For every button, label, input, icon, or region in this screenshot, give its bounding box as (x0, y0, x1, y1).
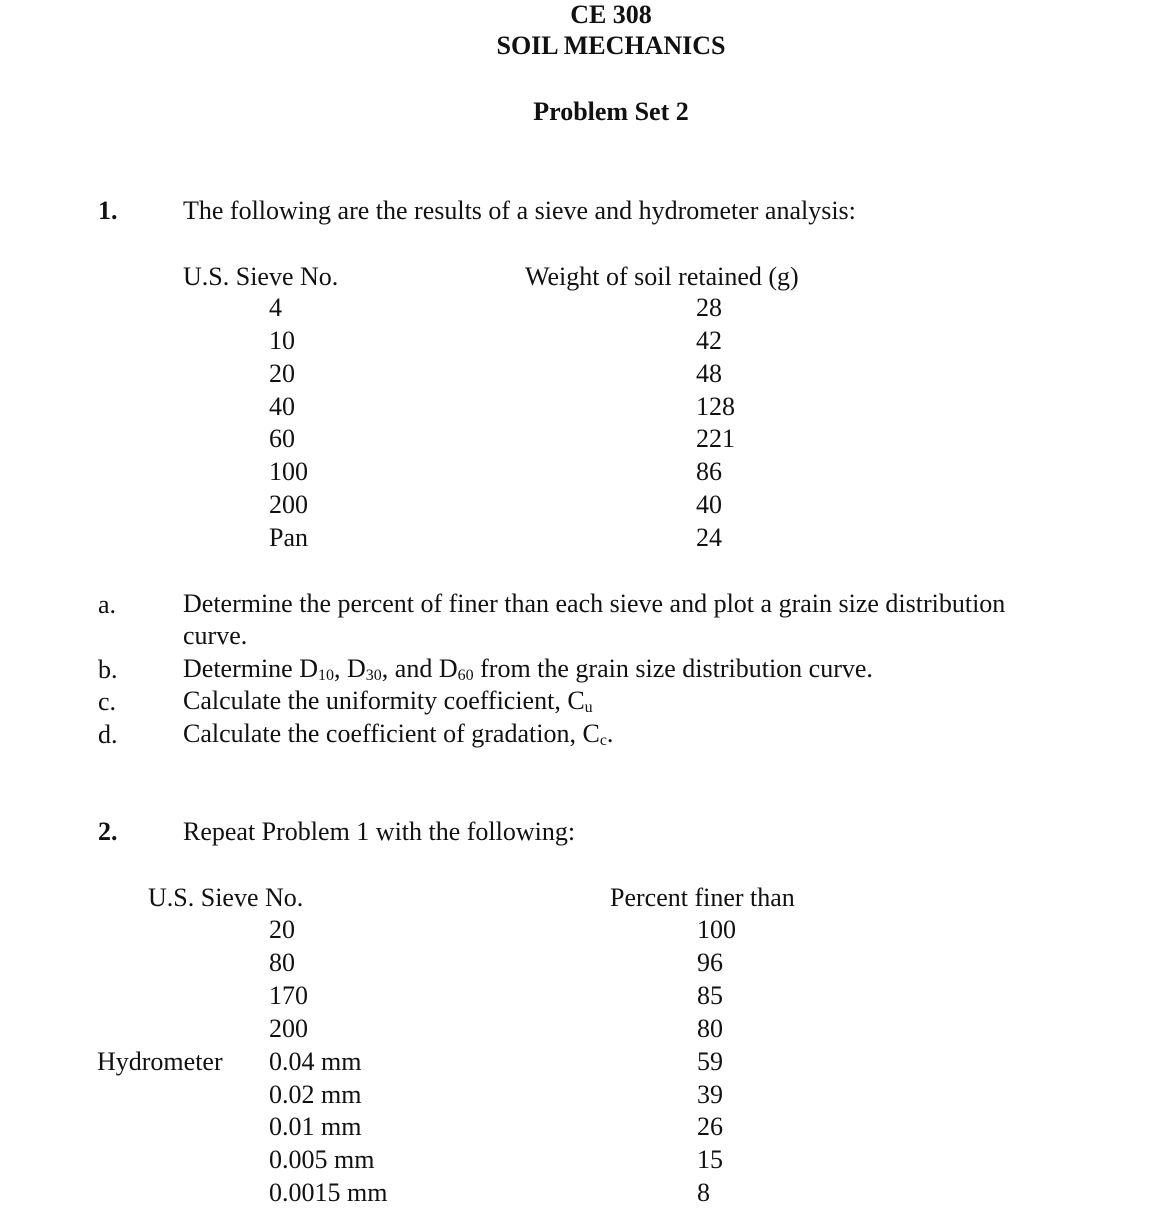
p2-sieve-header: U.S. Sieve No. (148, 883, 304, 912)
p2-sieve-cell: 0.02 mm (269, 1080, 362, 1109)
p2-percent-cell: 39 (697, 1080, 723, 1109)
problem-2-number: 2. (98, 817, 118, 846)
p1-sieve-cell: 4 (269, 293, 282, 322)
p2-percent-cell: 15 (697, 1145, 723, 1174)
hydrometer-label: Hydrometer (97, 1047, 223, 1076)
p2-percent-header: Percent finer than (610, 883, 795, 912)
p1-weight-cell: 24 (696, 523, 722, 552)
p1-sieve-cell: 40 (269, 392, 295, 421)
p1-weight-cell: 86 (696, 457, 722, 486)
p1-weight-header: Weight of soil retained (g) (525, 262, 799, 291)
p2-sieve-cell: 170 (269, 981, 308, 1010)
task-a-label: a. (98, 590, 117, 619)
p2-sieve-cell: 0.005 mm (269, 1145, 375, 1174)
p2-sieve-cell: 80 (269, 948, 295, 977)
page-title: Problem Set 2 (533, 97, 689, 126)
problem-1-intro: The following are the results of a sieve and hydrometer analysis: (183, 196, 856, 225)
p1-sieve-cell: 200 (269, 490, 308, 519)
p2-sieve-cell: 200 (269, 1014, 308, 1043)
task-b-label: b. (98, 655, 118, 684)
p2-percent-cell: 59 (697, 1047, 723, 1076)
p1-weight-cell: 40 (696, 490, 722, 519)
p1-weight-cell: 28 (696, 293, 722, 322)
p1-weight-cell: 128 (696, 392, 735, 421)
task-b-text: Determine $D_{10}$, $D_{30}$, and $D_{60}$ from the grain size distribution curve. (183, 654, 873, 684)
p1-sieve-cell: 20 (269, 359, 295, 388)
p2-sieve-cell: 0.04 mm (269, 1047, 362, 1076)
p1-weight-cell: 42 (696, 326, 722, 355)
course-code: CE 308 (570, 0, 652, 29)
task-a-text: Determine the percent of finer than each sieve and plot a grain size distribution (183, 589, 1006, 618)
p1-sieve-cell: Pan (269, 523, 308, 552)
p1-sieve-cell: 10 (269, 326, 295, 355)
p2-percent-cell: 85 (697, 981, 723, 1010)
p2-sieve-cell: 0.0015 mm (269, 1178, 388, 1207)
p2-percent-cell: 96 (697, 948, 723, 977)
p2-percent-cell: 8 (697, 1178, 710, 1207)
p1-weight-cell: 221 (696, 424, 735, 453)
p1-weight-cell: 48 (696, 359, 722, 388)
p2-sieve-cell: 20 (269, 915, 295, 944)
p2-percent-cell: 80 (697, 1014, 723, 1043)
task-a-text-cont: curve. (183, 621, 248, 650)
p2-sieve-cell: 0.01 mm (269, 1112, 362, 1141)
p1-sieve-cell: 100 (269, 457, 308, 486)
task-d-text: Calculate the coefficient of gradation, $C_c$. (183, 719, 614, 749)
p1-sieve-cell: 60 (269, 424, 295, 453)
task-c-text: Calculate the uniformity coefficient, $C_u$ (183, 686, 593, 716)
task-d-label: d. (98, 720, 118, 749)
course-subject: SOIL MECHANICS (496, 31, 726, 60)
problem-2-intro: Repeat Problem 1 with the following: (183, 817, 576, 846)
task-c-label: c. (98, 687, 117, 716)
p1-sieve-header: U.S. Sieve No. (183, 262, 339, 291)
p2-percent-cell: 26 (697, 1112, 723, 1141)
p2-percent-cell: 100 (697, 915, 736, 944)
problem-1-number: 1. (98, 196, 118, 225)
